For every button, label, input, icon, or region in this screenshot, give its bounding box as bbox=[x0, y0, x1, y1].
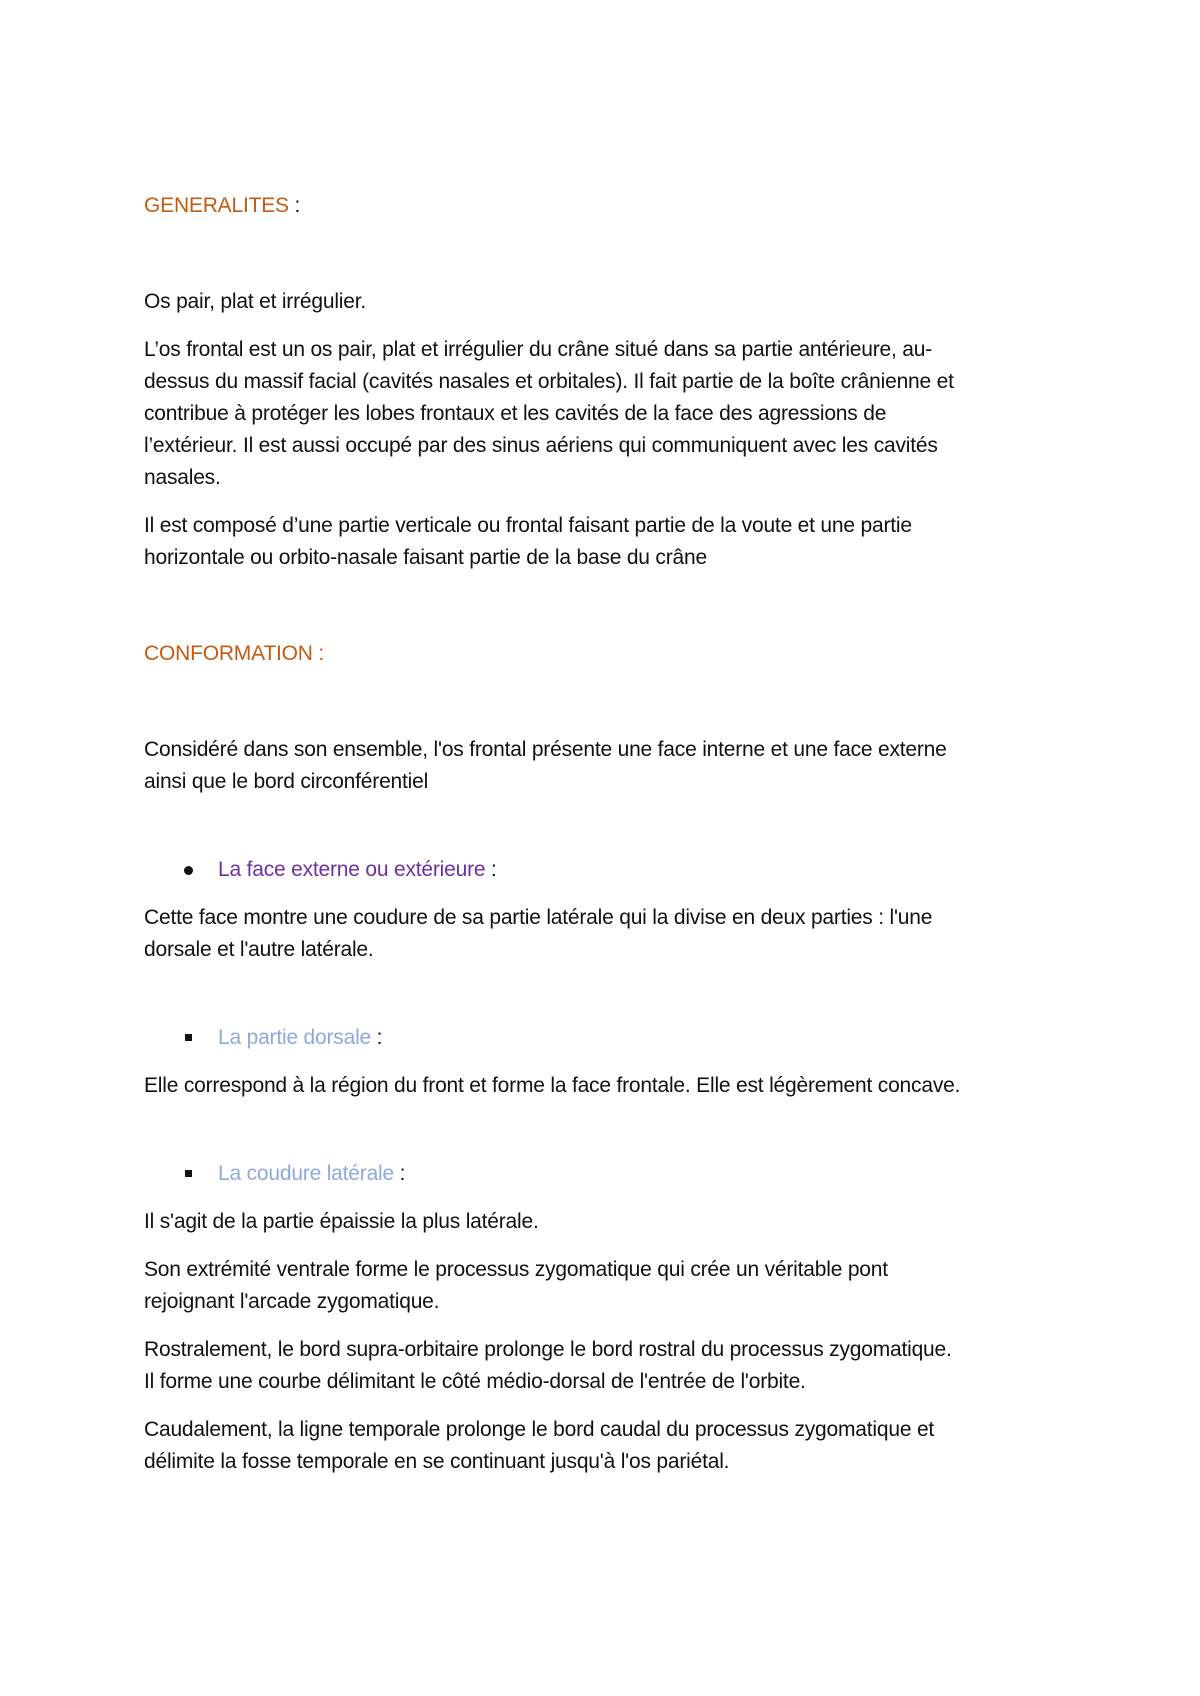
line: contribue à protéger les lobes frontaux et les cavités de la face des agressions de bbox=[144, 402, 887, 425]
line: Considéré dans son ensemble, l'os frontal présente une face interne et une face externe bbox=[144, 738, 947, 761]
bullet-face-externe bbox=[144, 854, 1064, 886]
bullet-partie-dorsale-label: La partie dorsale bbox=[218, 1026, 372, 1049]
line: Il est composé d’une partie verticale ou frontal faisant partie de la voute et une partie bbox=[144, 514, 912, 537]
heading-conformation: CONFORMATION : bbox=[144, 642, 324, 665]
line: nasales. bbox=[144, 466, 221, 489]
line: Son extrémité ventrale forme le processus zygomatique qui crée un véritable pont bbox=[144, 1258, 888, 1281]
bullet-coudure-laterale-label: La coudure latérale bbox=[218, 1162, 394, 1185]
paragraph-coudure-3 bbox=[144, 1334, 1064, 1398]
heading-generalites-colon: : bbox=[288, 194, 301, 217]
line: Caudalement, la ligne temporale prolonge le bord caudal du processus zygomatique et bbox=[144, 1418, 935, 1441]
bullet-dot-icon bbox=[184, 866, 193, 875]
paragraph-partie-dorsale: Elle correspond à la région du front et forme la face frontale. Elle est légèrement concave. bbox=[144, 1074, 961, 1097]
line: rejoignant l'arcade zygomatique. bbox=[144, 1290, 440, 1313]
paragraph-coudure-1: Il s'agit de la partie épaissie la plus latérale. bbox=[144, 1210, 539, 1233]
line: Rostralement, le bord supra-orbitaire prolonge le bord rostral du processus zygomatique. bbox=[144, 1338, 952, 1361]
bullet-coudure-laterale bbox=[144, 1158, 1064, 1190]
paragraph-conformation-intro bbox=[144, 734, 1064, 798]
bullet-square-icon bbox=[185, 1170, 192, 1177]
heading-generalites-label: GENERALITES bbox=[144, 194, 289, 217]
paragraph-description bbox=[144, 334, 1064, 494]
paragraph-coudure-4 bbox=[144, 1414, 1064, 1478]
paragraph-composition bbox=[144, 510, 1064, 574]
bullet-partie-dorsale bbox=[144, 1022, 1064, 1054]
line: dorsale et l'autre latérale. bbox=[144, 938, 374, 961]
bullet-square-icon bbox=[185, 1034, 192, 1041]
paragraph-os-pair: Os pair, plat et irrégulier. bbox=[144, 290, 367, 313]
line: Il forme une courbe délimitant le côté médio-dorsal de l'entrée de l'orbite. bbox=[144, 1370, 806, 1393]
line: l’extérieur. Il est aussi occupé par des sinus aériens qui communiquent avec les cavités bbox=[144, 434, 938, 457]
bullet-partie-dorsale-colon: : bbox=[371, 1026, 383, 1049]
line: L’os frontal est un os pair, plat et irrégulier du crâne situé dans sa partie antérieure, au- bbox=[144, 338, 933, 361]
paragraph-face-externe bbox=[144, 902, 1064, 966]
line: horizontale ou orbito-nasale faisant partie de la base du crâne bbox=[144, 546, 707, 569]
line: Cette face montre une coudure de sa partie latérale qui la divise en deux parties : l'une bbox=[144, 906, 933, 929]
paragraph-coudure-2 bbox=[144, 1254, 1064, 1318]
line: ainsi que le bord circonférentiel bbox=[144, 770, 429, 793]
bullet-face-externe-colon: : bbox=[485, 858, 497, 881]
document-page bbox=[144, 190, 1064, 1478]
bullet-face-externe-label: La face externe ou extérieure bbox=[218, 858, 486, 881]
line: dessus du massif facial (cavités nasales et orbitales). Il fait partie de la boîte crânienne et bbox=[144, 370, 954, 393]
line: délimite la fosse temporale en se continuant jusqu'à l'os pariétal. bbox=[144, 1450, 730, 1473]
bullet-coudure-laterale-colon: : bbox=[394, 1162, 406, 1185]
heading-generalites bbox=[144, 190, 1064, 222]
